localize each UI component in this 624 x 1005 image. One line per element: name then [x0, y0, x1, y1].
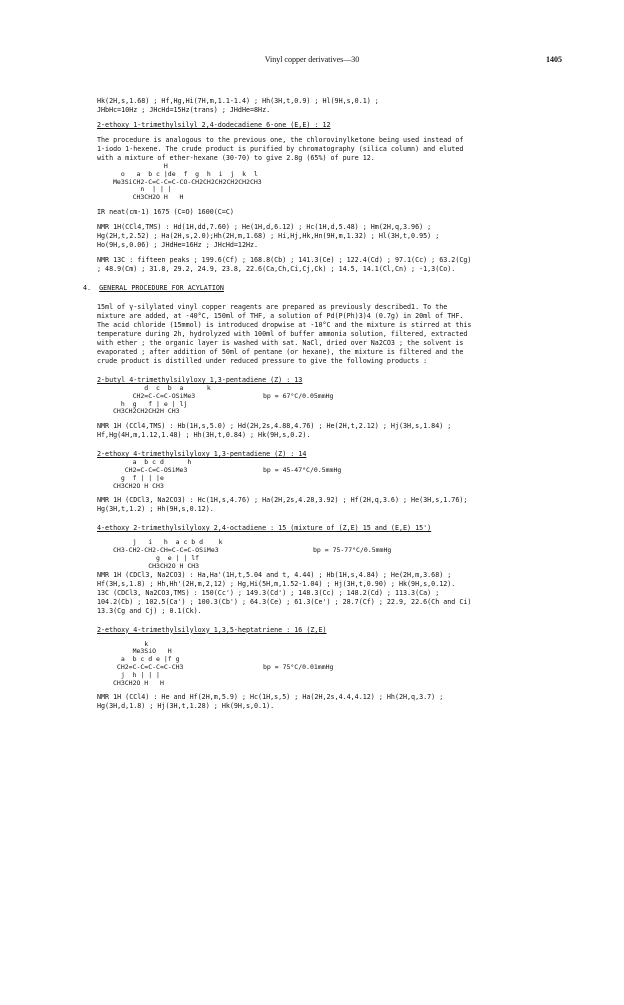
running-title: Vinyl copper derivatives—30: [264, 55, 360, 64]
structure-line: CH3CH2O H CH3: [113, 481, 164, 490]
procedure-line: 1-iodo 1-hexene. The crude product is purified by chromatography (silica column) and eluted: [97, 145, 464, 153]
procedure-line: crude product is distilled under reduced pressure to give the following products :: [97, 356, 428, 365]
structure-line: CH3CH2CH2CH2H CH3: [113, 407, 180, 416]
structure-line: CH2=C-C=C-OSiMe3: [113, 391, 196, 400]
section-title: GENERAL PROCEDURE FOR ACYLATION: [99, 283, 224, 292]
section-number: 4.: [83, 283, 92, 292]
boiling-point: bp = 75-77°C/0.5mmHg: [313, 546, 392, 555]
compound-13-title: 2-butyl 4-trimethylsilyloxy 1,3-pentadiene (Z) : 13: [97, 375, 303, 384]
nmr-line: NMR 1H (CDCl3, Na2CO3) : Ha,Ha'(1H,t,5.04 and t, 4.44) ; Hb(1H,s,4.84) ; He(2H,m,3.68) ;: [97, 570, 452, 579]
structure-line: CH3-CH2-CH2-CH=C-C=C-OSiMe3: [113, 546, 219, 555]
compound-16-title: 2-ethoxy 4-trimethylsilyloxy 1,3,5-heptatriene : 16 (Z,E): [97, 625, 327, 634]
nmr13-line: NMR 13C : fifteen peaks ; 199.6(Cf) ; 168.8(Cb) ; 141.3(Ce) ; 122.4(Cd) ; 97.1(Cc) ; 63.2(Cg): [97, 255, 472, 264]
procedure-line: mixture are added, at -40°C, 150ml of THF, a solution of Pd(P(Ph)3)4 (0.7g) in 20ml of THF.: [97, 311, 464, 320]
structure-line: Me3SiO H: [113, 647, 172, 656]
structure-line: d c b a k: [113, 383, 211, 392]
compound-15-title: 4-ethoxy 2-trimethylsilyloxy 2,4-octadiene : 15 (mixture of (Z,E) 15 and (E,E) 15'): [97, 524, 432, 533]
structure-line: j h | | |: [113, 670, 160, 679]
compound-13-structure: [97, 385, 567, 416]
nmr13-line: 13C (CDCl3, Na2CO3,TMS) : 150(Cc') ; 149.3(Cd') ; 148.3(Cc) ; 148.2(Cd) ; 113.3(Ca) ;: [97, 588, 440, 597]
structure-row: [113, 664, 567, 672]
structure-row: [113, 547, 567, 555]
structure-line: a b c d e |f g: [113, 655, 180, 664]
nmr-line: Hg(3H,d,1.8) ; Hj(3H,t,1.28) ; Hk(9H,s,0.1).: [97, 702, 275, 711]
structure-line: Me3SiCH2-C=C-C=C-CO-CH2CH2CH2CH2CH2CH3: [113, 177, 262, 186]
boiling-point: bp = 67°C/0.05mmHg: [263, 391, 334, 400]
compound-16-structure: [97, 641, 567, 688]
running-header: [0, 55, 624, 67]
boiling-point: bp = 75°C/0.01mmHg: [263, 662, 334, 671]
nmr-line: NMR 1H (CCl4,TMS) : Hb(1H,s,5.0) ; Hd(2H,2s,4.88,4.76) ; He(2H,t,2.12) ; Hj(3H,s,1.84) ;: [97, 422, 452, 431]
nmr13-line: ; 48.9(Cm) ; 31.8, 29.2, 24.9, 23.8, 22.6(Ca,Ch,Ci,Cj,Ck) ; 14.5, 14.1(Cl,Cn) ; -1,3(Co).: [97, 264, 456, 273]
procedure-line: temperature during 2h, hydrolyzed with 100ml of buffer ammonia solution, filtered, extracted: [97, 329, 468, 338]
procedure-line: evaporated ; after addition of 50ml of pentane (or hexane), the mixture is filtered and the: [97, 347, 464, 356]
structure-line: k: [113, 639, 149, 648]
nmr-line: Ho(9H,s,0.06) ; JHdHe=16Hz ; JHcHd=12Hz.: [97, 240, 259, 249]
procedure-line: The procedure is analogous to the previous one, the chlorovinylketone being used instead of: [97, 136, 464, 144]
procedure-line: with a mixture of ether-hexane (30-70) to give 2.8g (65%) of pure 12.: [97, 154, 375, 162]
page-number: 1405: [546, 55, 562, 64]
structure-row: [113, 467, 567, 475]
compound-12-structure: [97, 163, 567, 202]
compound-14-structure: [97, 459, 567, 490]
section-heading: [83, 283, 567, 293]
structure-line: CH3CH2O H H: [113, 193, 184, 202]
structure-line: g f | | |e: [113, 473, 164, 482]
nmr13-line: 104.2(Cb) ; 102.5(Ca') ; 100.3(Cb') ; 64.3(Ce) ; 61.3(Ce') ; 28.7(Cf) ; 22.9, 22.6(Ch and Ci): [97, 597, 472, 606]
structure-line: CH3CH2O H H: [113, 678, 164, 687]
structure-row: [113, 393, 567, 401]
boiling-point: bp = 45-47°C/0.5mmHg: [263, 465, 342, 474]
ir-data: IR neat(cm-1) 1675 (C=O) 1600(C=C): [97, 207, 234, 216]
procedure-line: 15ml of γ-silylated vinyl copper reagents are prepared as previously described1. To the: [97, 302, 448, 311]
page-body: [83, 97, 567, 711]
compound-14-title: 2-ethoxy 4-trimethylsilyloxy 1,3-pentadiene (Z) : 14: [97, 450, 307, 459]
intro-line: JHbHc=10Hz ; JHcHd=15Hz(trans) ; JHdHe=8Hz.: [97, 106, 271, 114]
nmr-line: Hf(3H,s,1.8) ; Hh,Hh'(2H,m,2,12) ; Hg,Hi(5H,m,1.52-1.04) ; Hj(3H,t,0.90) ; Hk(9H,s,0.12).: [97, 579, 456, 588]
procedure-line: with ether ; the organic layer is washed with sat. NaCl, dried over Na2CO3 ; the solvent is: [97, 338, 464, 347]
compound-15-structure: [97, 539, 567, 570]
structure-line: CH2=C-C=C-OSiMe3: [113, 465, 188, 474]
nmr-line: Hg(2H,t,2.52) ; Ha(2H,s,2.0);Hh(2H,m,1.68) ; Hi,Hj,Hk,Hn(9H,m,1.32) ; Hl(3H,t,0.95) ;: [97, 231, 440, 240]
structure-line: g e | | lf: [113, 553, 200, 562]
nmr-line: Hf,Hg(4H,m,1.12,1.48) ; Hh(3H,t,0.84) ; Hk(9H,s,0.2).: [97, 431, 311, 440]
structure-line: o a b c |de f g h i j k l: [113, 169, 258, 178]
nmr-line: NMR 1H (CCl4) : He and Hf(2H,m,5.9) ; Hc(1H,s,5) ; Ha(2H,2s,4.4,4.12) ; Hh(2H,q,3.7) ;: [97, 693, 444, 702]
structure-line: n | | |: [113, 185, 172, 194]
compound-12-title: 2-ethoxy 1-trimethylsilyl 2,4-dodecadiene 6-one (E,E) : 12: [97, 121, 331, 129]
nmr-line: NMR 1H(CCl4,TMS) : Hd(1H,dd,7.60) ; He(1H,d,6.12) ; Hc(1H,d,5.48) ; Hm(2H,q,3.96) ;: [97, 222, 432, 231]
nmr13-line: 13.3(Cg and Cj) ; 0.1(Ck).: [97, 606, 202, 615]
intro-line: Hk(2H,s,1.68) ; Hf,Hg,Hi(7H,m,1.1-1.4) ; Hh(3H,t,0.9) ; Hl(9H,s,0.1) ;: [97, 97, 379, 105]
structure-line: H: [113, 162, 168, 170]
structure-line: a b c d h: [113, 458, 192, 467]
nmr-line: NMR 1H (CDCl3, Na2CO3) : Hc(1H,s,4.76) ; Ha(2H,2s,4.28,3.92) ; Hf(2H,q,3.6) ; He(3H,s,1.76);: [97, 496, 468, 505]
structure-line: CH2=C-C=C-C=C-CH3: [113, 662, 184, 671]
structure-line: h g f | e | lj: [113, 399, 188, 408]
structure-line: j i h a c b d k: [113, 538, 223, 547]
structure-line: CH3CH2O H CH3: [113, 561, 200, 570]
nmr-line: Hg(3H,t,1.2) ; Hh(9H,s,0.12).: [97, 505, 214, 514]
procedure-line: The acid chloride (15mmol) is introduced dropwise at -10°C and the mixture is stirred at this: [97, 320, 472, 329]
